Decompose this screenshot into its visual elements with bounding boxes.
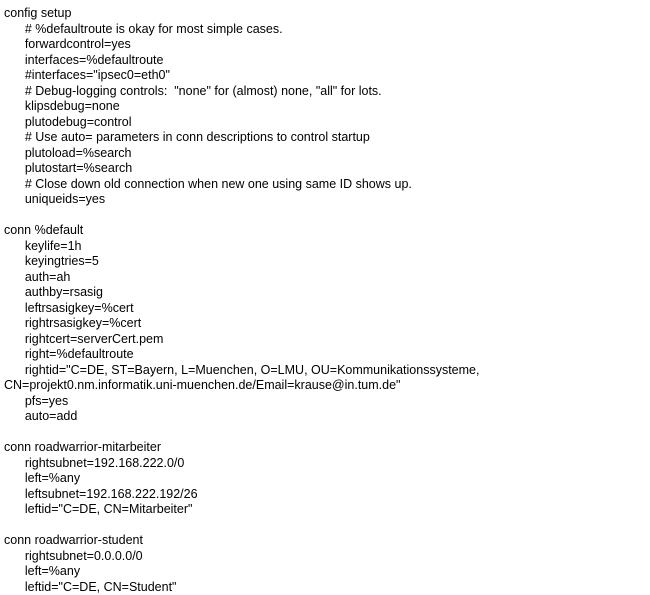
config-line: left=%any	[4, 471, 650, 487]
config-line: plutoload=%search	[4, 146, 650, 162]
config-line: #interfaces="ipsec0=eth0"	[4, 68, 650, 84]
config-line: keyingtries=5	[4, 254, 650, 270]
config-line: # %defaultroute is okay for most simple cases.	[4, 22, 650, 38]
config-line: rightsubnet=0.0.0.0/0	[4, 549, 650, 565]
config-line: # Close down old connection when new one using same ID shows up.	[4, 177, 650, 193]
config-line: right=%defaultroute	[4, 347, 650, 363]
config-line: authby=rsasig	[4, 285, 650, 301]
config-line: # Use auto= parameters in conn descriptions to control startup	[4, 130, 650, 146]
config-line: leftsubnet=192.168.222.192/26	[4, 487, 650, 503]
config-line: leftrsasigkey=%cert	[4, 301, 650, 317]
config-line: auth=ah	[4, 270, 650, 286]
config-line: conn roadwarrior-student	[4, 533, 650, 549]
blank-line	[4, 208, 650, 224]
config-line: plutostart=%search	[4, 161, 650, 177]
config-line: conn roadwarrior-mitarbeiter	[4, 440, 650, 456]
config-line: leftid="C=DE, CN=Student"	[4, 580, 650, 595]
config-line: uniqueids=yes	[4, 192, 650, 208]
config-line: left=%any	[4, 564, 650, 580]
config-line: leftid="C=DE, CN=Mitarbeiter"	[4, 502, 650, 518]
config-line: conn %default	[4, 223, 650, 239]
config-line: keylife=1h	[4, 239, 650, 255]
config-line: CN=projekt0.nm.informatik.uni-muenchen.de/Email=krause@in.tum.de"	[4, 378, 650, 394]
config-line: klipsdebug=none	[4, 99, 650, 115]
config-line: rightrsasigkey=%cert	[4, 316, 650, 332]
config-line: auto=add	[4, 409, 650, 425]
blank-line	[4, 518, 650, 534]
config-line: interfaces=%defaultroute	[4, 53, 650, 69]
config-line: rightcert=serverCert.pem	[4, 332, 650, 348]
blank-line	[4, 425, 650, 441]
config-line: rightid="C=DE, ST=Bayern, L=Muenchen, O=LMU, OU=Kommunikationssysteme,	[4, 363, 650, 379]
config-line: forwardcontrol=yes	[4, 37, 650, 53]
config-line: rightsubnet=192.168.222.0/0	[4, 456, 650, 472]
config-line: plutodebug=control	[4, 115, 650, 131]
config-line: pfs=yes	[4, 394, 650, 410]
config-line: config setup	[4, 6, 650, 22]
config-line: # Debug-logging controls: "none" for (almost) none, "all" for lots.	[4, 84, 650, 100]
